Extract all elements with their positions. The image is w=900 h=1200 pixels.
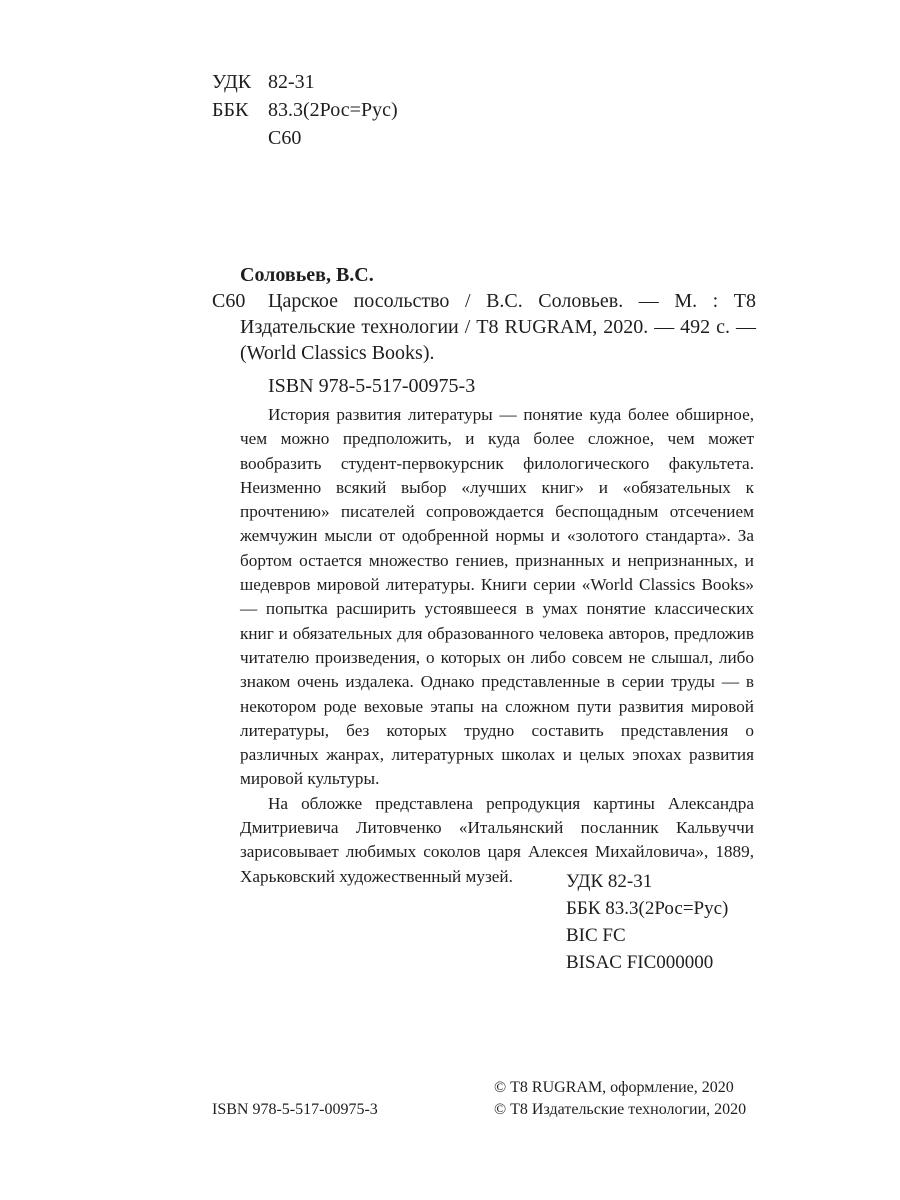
isbn-footer: ISBN 978-5-517-00975-3 xyxy=(212,1101,378,1118)
author-mark-row xyxy=(212,124,398,152)
author-heading: Соловьев, В.С. xyxy=(240,264,374,286)
udk-value: 82-31 xyxy=(268,71,315,93)
bibliographic-record xyxy=(212,288,756,366)
bisac-line: BISAC FIC000000 xyxy=(566,952,714,973)
udk-row xyxy=(212,68,398,96)
annotation xyxy=(240,403,754,889)
udk-line: УДК 82-31 xyxy=(566,871,653,892)
udk-label: УДК xyxy=(212,71,252,93)
bic-line: BIC FC xyxy=(566,925,626,946)
bbk-label: ББК xyxy=(212,99,249,121)
copyright-notices xyxy=(494,1077,746,1121)
copyright-line-design: © Т8 RUGRAM, оформление, 2020 xyxy=(494,1079,734,1096)
isbn-main: ISBN 978-5-517-00975-3 xyxy=(268,375,476,397)
author-mark: С60 xyxy=(268,127,302,149)
annotation-paragraph: На обложке представлена репродукция картины Александра Дмитриевича Литовченко «Итальянский посланник Кальвуччи зарисовывает любимых соколов царя Алексея Михайловича», 1889, Харьковский художественный музей. xyxy=(240,793,754,886)
bib-description: Царское посольство / В.С. Соловьев. — М. : Т8 Издательские технологии / Т8 RUGRAM, 2020. — 492 с. — (World Classics Books). xyxy=(240,290,756,364)
bottom-classification xyxy=(566,868,728,976)
copyright-line-publisher: © Т8 Издательские технологии, 2020 xyxy=(494,1101,747,1118)
annotation-paragraph: История развития литературы — понятие куда более обширное, чем можно предположить, и куда более сложное, чем может вообразить студент-первокурсник филологического факультета. Неизменно всякий выбор «лучших книг» и «обязательных к прочтению» писателей сопровождается беспощадным отсечением жемчужин мысли от одобренной нормы и «золотого стандарта». За бортом остается множество гениев, признанных и непризнанных, и шедевров мировой литературы. Книги серии «World Classics Books» — попытка расширить устоявшееся в умах понятие классических книг и обязательных для образованного человека авторов, предложив читателю произведения, о которых он либо совсем не слышал, либо знаком очень издалека. Однако представленные в серии труды — в некотором роде веховые этапы на сложном пути развития мировой литературы, без которых трудно составить представления о различных жанрах, литературных школах и целых эпохах развития мировой культуры. xyxy=(240,405,754,789)
bib-author-mark: С60 xyxy=(212,290,246,312)
bbk-row xyxy=(212,96,398,124)
top-classification xyxy=(212,68,398,152)
bbk-line: ББК 83.3(2Рос=Рус) xyxy=(566,898,729,919)
bbk-value: 83.3(2Рос=Рус) xyxy=(268,99,398,121)
